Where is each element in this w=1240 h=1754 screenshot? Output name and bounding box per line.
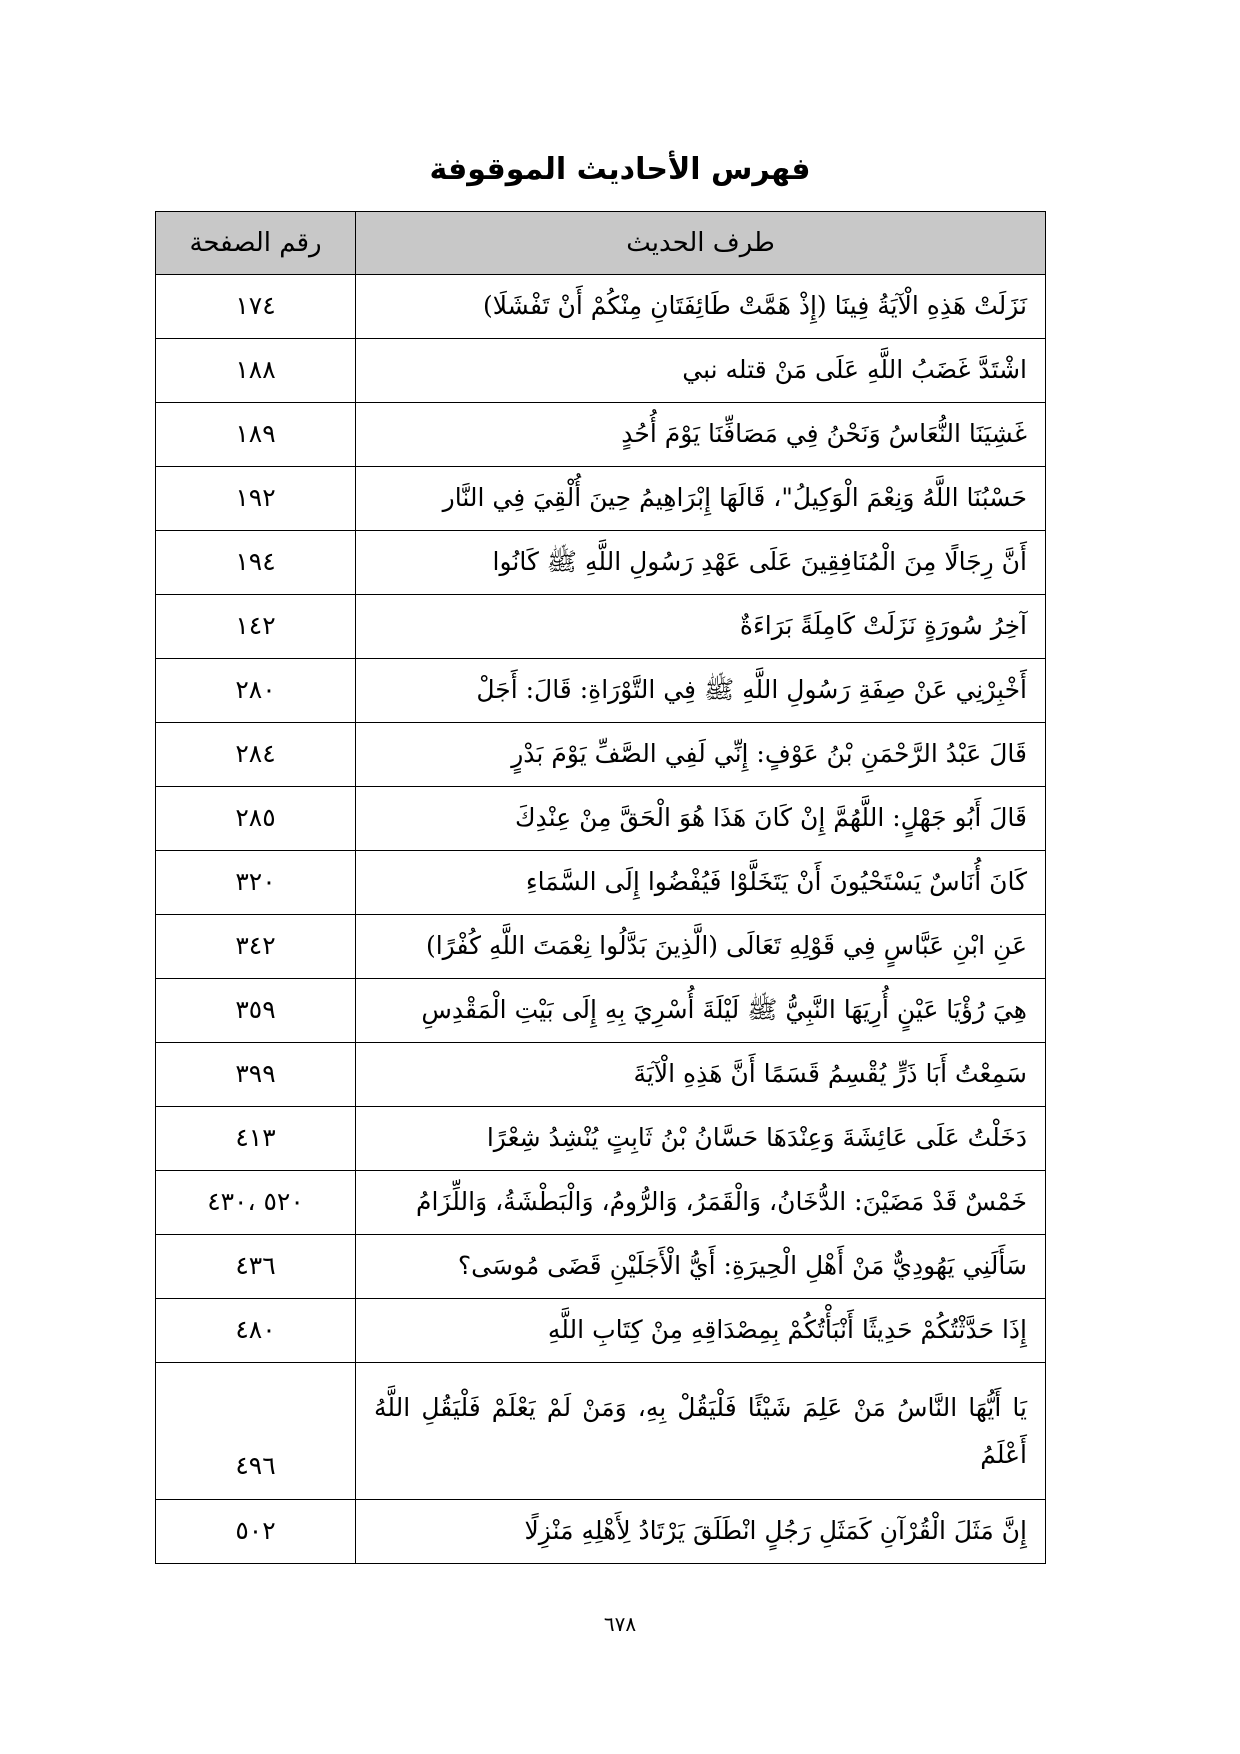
table-row (156, 403, 1046, 467)
hadith-cell: أَنَّ رِجَالًا مِنَ الْمُنَافِقِينَ عَلَى عَهْدِ رَسُولِ اللَّهِ ﷺ كَانُوا (356, 531, 1046, 595)
table-row (156, 339, 1046, 403)
page-number-cell: ١٤٢ (156, 595, 356, 659)
page-number-cell: ٣٩٩ (156, 1043, 356, 1107)
hadith-cell: نَزَلَتْ هَذِهِ الْآيَةُ فِينَا (إِذْ هَمَّتْ طَائِفَتَانِ مِنْكُمْ أَنْ تَفْشَلَا) (356, 275, 1046, 339)
table-row (156, 275, 1046, 339)
page-number-cell: ٤٩٦ (156, 1363, 356, 1500)
column-header-hadith: طرف الحديث (356, 212, 1046, 275)
page-number-cell: ٢٨٥ (156, 787, 356, 851)
table-row (156, 851, 1046, 915)
hadith-cell: سَأَلَنِي يَهُودِيٌّ مَنْ أَهْلِ الْحِيرَةِ: أَيُّ الْأَجَلَيْنِ قَضَى مُوسَى؟ (356, 1235, 1046, 1299)
page-title: فهرس الأحاديث الموقوفة (429, 152, 811, 187)
page-number-cell: ٢٨٤ (156, 723, 356, 787)
page-number-cell: ٥٢٠ ،٤٣٠ (156, 1171, 356, 1235)
hadith-cell: دَخَلْتُ عَلَى عَائِشَةَ وَعِنْدَهَا حَسَّانُ بْنُ ثَابِتٍ يُنْشِدُ شِعْرًا (356, 1107, 1046, 1171)
hadith-cell: خَمْسٌ قَدْ مَضَيْنَ: الدُّخَانُ، وَالْقَمَرُ، وَالرُّومُ، وَالْبَطْشَةُ، وَاللِّزَامُ (356, 1171, 1046, 1235)
page-number-cell: ٣٥٩ (156, 979, 356, 1043)
hadith-cell: قَالَ عَبْدُ الرَّحْمَنِ بْنُ عَوْفٍ: إِنِّي لَفِي الصَّفِّ يَوْمَ بَدْرٍ (356, 723, 1046, 787)
page-number-cell: ٣٢٠ (156, 851, 356, 915)
page-number-cell: ٢٨٠ (156, 659, 356, 723)
page-number-cell: ٥٠٢ (156, 1500, 356, 1564)
hadith-cell: أَخْبِرْنِي عَنْ صِفَةِ رَسُولِ اللَّهِ ﷺ فِي التَّوْرَاةِ: قَالَ: أَجَلْ (356, 659, 1046, 723)
table-row (156, 915, 1046, 979)
page-number-cell: ١٧٤ (156, 275, 356, 339)
hadith-cell: كَانَ أُنَاسٌ يَسْتَحْيُونَ أَنْ يَتَخَلَّوْا فَيُفْضُوا إِلَى السَّمَاءِ (356, 851, 1046, 915)
page-number-cell: ٤٣٦ (156, 1235, 356, 1299)
page-number-cell: ١٨٩ (156, 403, 356, 467)
hadith-cell: سَمِعْتُ أَبَا ذَرٍّ يُقْسِمُ قَسَمًا أَنَّ هَذِهِ الْآيَةَ (356, 1043, 1046, 1107)
hadith-index-table (155, 211, 1046, 1564)
page-number-cell: ١٨٨ (156, 339, 356, 403)
hadith-cell: يَا أَيُّهَا النَّاسُ مَنْ عَلِمَ شَيْئًا فَلْيَقُلْ بِهِ، وَمَنْ لَمْ يَعْلَمْ فَلْيَقُلِ اللَّهُ أَعْلَمُ (356, 1363, 1046, 1500)
page-number-cell: ١٩٤ (156, 531, 356, 595)
hadith-cell: هِيَ رُؤْيَا عَيْنٍ أُرِيَهَا النَّبِيُّ ﷺ لَيْلَةَ أُسْرِيَ بِهِ إِلَى بَيْتِ الْمَقْدِسِ (356, 979, 1046, 1043)
table-row (156, 1171, 1046, 1235)
hadith-cell: غَشِيَنَا النُّعَاسُ وَنَحْنُ فِي مَصَافِّنَا يَوْمَ أُحُدٍ (356, 403, 1046, 467)
hadith-cell: آخِرُ سُورَةٍ نَزَلَتْ كَامِلَةً بَرَاءَةٌ (356, 595, 1046, 659)
table-row (156, 659, 1046, 723)
hadith-cell: حَسْبُنَا اللَّهُ وَنِعْمَ الْوَكِيلُ"، قَالَهَا إِبْرَاهِيمُ حِينَ أُلْقِيَ فِي النَّار (356, 467, 1046, 531)
table-row (156, 723, 1046, 787)
table-row (156, 1043, 1046, 1107)
column-header-page: رقم الصفحة (156, 212, 356, 275)
page-number-cell: ٤٨٠ (156, 1299, 356, 1363)
hadith-cell: اشْتَدَّ غَضَبُ اللَّهِ عَلَى مَنْ قتله نبي (356, 339, 1046, 403)
table-row (156, 595, 1046, 659)
page-number-cell: ١٩٢ (156, 467, 356, 531)
table-row (156, 1363, 1046, 1500)
table-row (156, 979, 1046, 1043)
hadith-cell: إِنَّ مَثَلَ الْقُرْآنِ كَمَثَلِ رَجُلٍ انْطَلَقَ يَرْتَادُ لِأَهْلِهِ مَنْزِلًا (356, 1500, 1046, 1564)
table-row (156, 787, 1046, 851)
page-number: ٦٧٨ (603, 1612, 637, 1636)
hadith-cell: إِذَا حَدَّثْتُكُمْ حَدِيثًا أَنْبَأْتُكُمْ بِمِصْدَاقِهِ مِنْ كِتَابِ اللَّهِ (356, 1299, 1046, 1363)
page-number-cell: ٤١٣ (156, 1107, 356, 1171)
page-number-cell: ٣٤٢ (156, 915, 356, 979)
hadith-cell: عَنِ ابْنِ عَبَّاسٍ فِي قَوْلِهِ تَعَالَى (الَّذِينَ بَدَّلُوا نِعْمَتَ اللَّهِ كُفْرًا) (356, 915, 1046, 979)
table-row (156, 467, 1046, 531)
table-row (156, 1107, 1046, 1171)
table-row (156, 1500, 1046, 1564)
table-row (156, 1235, 1046, 1299)
table-row (156, 1299, 1046, 1363)
table-row (156, 531, 1046, 595)
hadith-cell: قَالَ أَبُو جَهْلٍ: اللَّهُمَّ إِنْ كَانَ هَذَا هُوَ الْحَقَّ مِنْ عِنْدِكَ (356, 787, 1046, 851)
table-body (156, 275, 1046, 1564)
table-header-row (156, 212, 1046, 275)
